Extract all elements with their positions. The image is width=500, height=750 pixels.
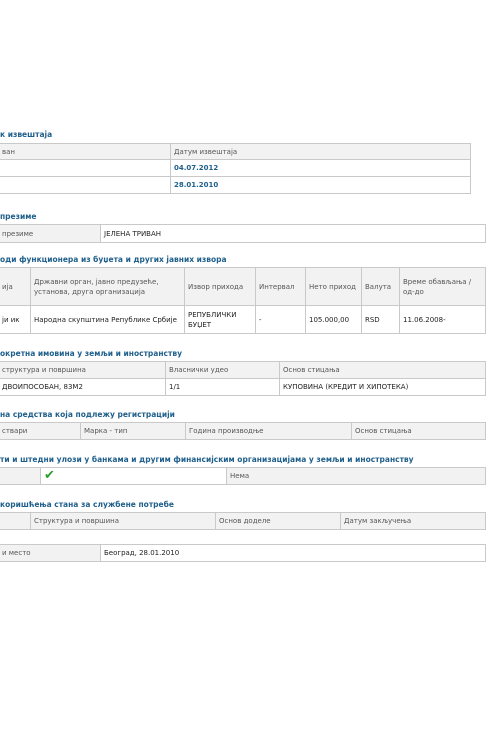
section-title-deposits: ти и штедни улози у банкама и другим финансијским организацијама у земљи и иностранству (0, 455, 414, 464)
report-cell-empty (0, 160, 171, 177)
report-date-1: 04.07.2012 (171, 160, 471, 177)
vehicles-table (0, 422, 486, 440)
income-cell-5: RSD (362, 306, 400, 334)
report-date-header: Датум извештаја (171, 144, 471, 160)
income-cell-0: ји ик (0, 306, 31, 334)
income-header-0: ија (0, 268, 31, 306)
property-header-2: Основ стицања (280, 362, 486, 379)
deposits-cell-label (0, 468, 41, 485)
property-cell-0: ДВОИПОСОБАН, 83М2 (0, 379, 166, 396)
income-cell-1: Народна скупштина Републике Србије (31, 306, 185, 334)
income-cell-2: РЕПУБЛИЧКИ БУЏЕТ (185, 306, 256, 334)
apartment-header-0: Структура и површина (31, 513, 216, 530)
deposits-check-cell (41, 468, 227, 485)
income-cell-3: - (256, 306, 306, 334)
income-header-5: Валута (362, 268, 400, 306)
vehicles-header-3: Основ стицања (352, 423, 486, 440)
report-col-label: ван (0, 144, 171, 160)
place-label: и место (0, 545, 101, 562)
check-icon: ✔ (44, 467, 55, 483)
vehicles-header-2: Година производње (186, 423, 352, 440)
income-cell-6: 11.06.2008- (400, 306, 486, 334)
section-title-report: к извештаја (0, 130, 53, 139)
income-header-3: Интервал (256, 268, 306, 306)
apartment-header-2: Датум закључења (341, 513, 486, 530)
section-title-vehicles: на средства која подлежу регистрацији (0, 410, 175, 419)
income-cell-4: 105.000,00 (306, 306, 362, 334)
deposits-table (0, 467, 486, 485)
income-header-4: Нето приход (306, 268, 362, 306)
property-cell-2: КУПОВИНА (КРЕДИТ И ХИПОТЕКА) (280, 379, 486, 396)
property-header-1: Власнички удео (166, 362, 280, 379)
income-header-2: Извор прихода (185, 268, 256, 306)
income-table (0, 267, 486, 334)
section-title-name: презиме (0, 212, 37, 221)
section-title-apartment: коришћења стана за службене потребе (0, 500, 174, 509)
report-table (0, 143, 471, 194)
place-value: Београд, 28.01.2010 (101, 545, 486, 562)
section-title-income: оди функционера из буџета и других јавних извора (0, 255, 227, 264)
section-title-property: окретна имовина у земљи и иностранству (0, 349, 182, 358)
deposits-none-label: Нема (227, 468, 486, 485)
property-header-0: структура и површина (0, 362, 166, 379)
apartment-header-empty (0, 513, 31, 530)
name-table (0, 224, 486, 243)
report-cell-empty (0, 177, 171, 194)
name-label: презиме (0, 225, 101, 243)
name-value: ЈЕЛЕНА ТРИВАН (101, 225, 486, 243)
apartment-header-1: Основ доделе (216, 513, 341, 530)
income-header-6: Време обављања / од-до (400, 268, 486, 306)
place-table (0, 544, 486, 562)
property-table (0, 361, 486, 396)
report-date-2: 28.01.2010 (171, 177, 471, 194)
vehicles-header-0: ствари (0, 423, 81, 440)
property-cell-1: 1/1 (166, 379, 280, 396)
income-header-1: Државни орган, јавно предузеће, установа, друга организација (31, 268, 185, 306)
apartment-table (0, 512, 486, 530)
vehicles-header-1: Марка - тип (81, 423, 186, 440)
